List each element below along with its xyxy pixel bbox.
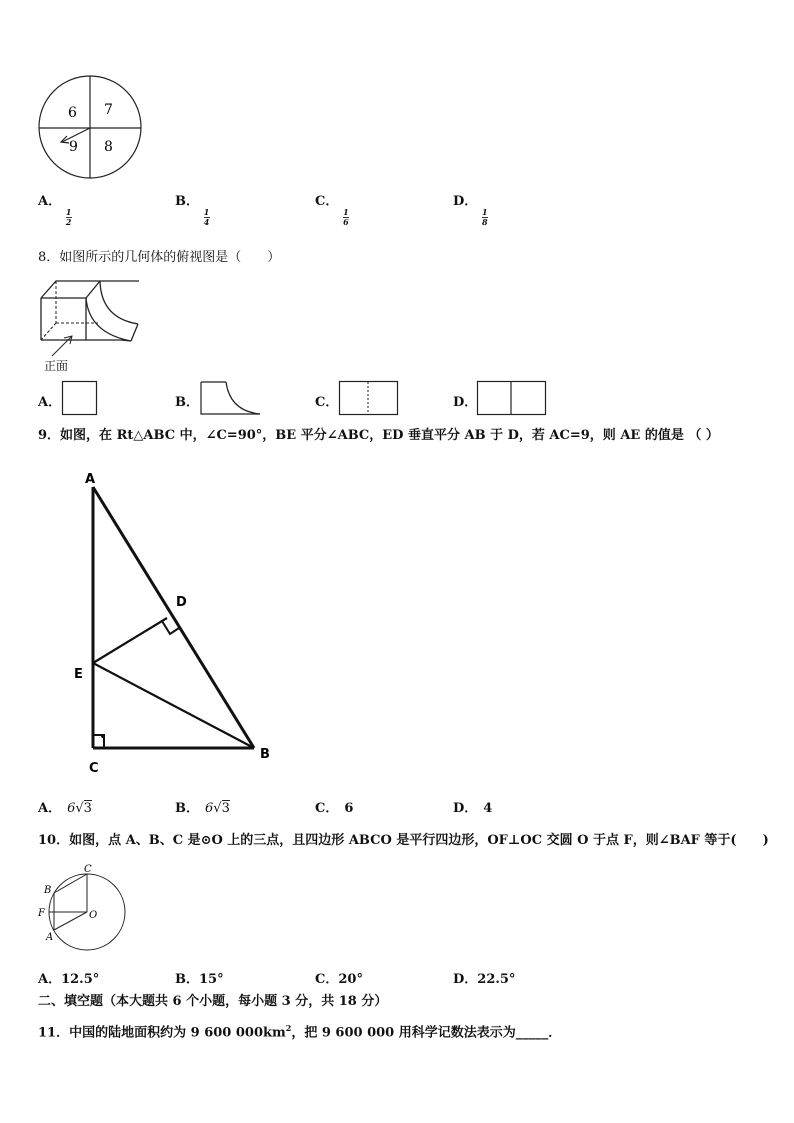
point-f-label: F	[38, 908, 45, 919]
q10-option-c[interactable]: C．20°	[315, 972, 363, 987]
point-e-label: E	[74, 667, 83, 682]
point-b-label: B	[44, 885, 52, 896]
q7-option-a[interactable]: A． $\frac{1}{2}$	[38, 194, 72, 227]
point-c-label: C	[89, 761, 99, 776]
q10-option-d[interactable]: D．22.5°	[453, 972, 516, 987]
q8-option-d[interactable]: D．	[453, 395, 478, 410]
section-heading: 二、填空题（本大题共 6 个小题，每小题 3 分，共 18 分）	[38, 994, 388, 1009]
point-a-label: A	[85, 472, 96, 487]
q10-stem: 10．如图，点 A、B、C 是⊙O 上的三点，且四边形 ABCO 是平行四边形，OF⊥OC 交圆 O 于点 F，则∠BAF 等于( )	[38, 833, 769, 848]
q11-stem: 11．中国的陆地面积约为 9 600 $000km^2$，把 9 600 000 用科学记数法表示为_____．	[38, 1023, 562, 1041]
q9-option-c[interactable]: C． 6	[315, 801, 354, 816]
spinner-number-9: 9	[69, 139, 78, 155]
point-a-label: A	[46, 932, 54, 943]
q7-option-b[interactable]: B． $\frac{1}{4}$	[175, 194, 210, 227]
q9-stem: 9．如图，在 Rt△ABC 中，∠C=90°，BE 平分∠ABC，ED 垂直平分 AB 于 D，若 AC=9，则 AE 的值是 （ ）	[38, 428, 719, 443]
q9-option-b[interactable]: B． 6√3	[175, 801, 230, 816]
q9-option-a[interactable]: A． 6√3	[38, 801, 92, 816]
q8-option-b[interactable]: B．	[175, 395, 199, 410]
spinner-number-7: 7	[104, 102, 113, 118]
front-label: 正面	[44, 359, 69, 373]
sqrt-symbol: √	[75, 801, 84, 816]
q8-option-c[interactable]: C．	[315, 395, 339, 410]
q7-option-d[interactable]: D． $\frac{1}{8}$	[453, 194, 488, 227]
fraction: $\frac{1}{8}$	[482, 207, 488, 227]
fraction: $\frac{1}{4}$	[203, 207, 210, 227]
q10-option-b[interactable]: B．15°	[175, 972, 224, 987]
spinner-number-8: 8	[104, 139, 113, 155]
q8-option-a[interactable]: A．	[38, 395, 62, 410]
point-o-label: O	[89, 910, 98, 921]
q7-option-c[interactable]: C． $\frac{1}{6}$	[315, 194, 349, 227]
point-c-label: C	[84, 864, 92, 875]
spinner-number-6: 6	[68, 105, 77, 121]
fraction: $\frac{1}{2}$	[65, 207, 72, 227]
sqrt-symbol: √	[213, 801, 222, 816]
point-d-label: D	[176, 595, 187, 610]
fraction: $\frac{1}{6}$	[343, 207, 349, 227]
q10-option-a[interactable]: A．12.5°	[38, 972, 100, 987]
q8-stem: 8．如图所示的几何体的俯视图是（ ）	[38, 250, 281, 265]
q9-option-d[interactable]: D． 4	[453, 801, 493, 816]
point-b-label: B	[260, 747, 270, 762]
